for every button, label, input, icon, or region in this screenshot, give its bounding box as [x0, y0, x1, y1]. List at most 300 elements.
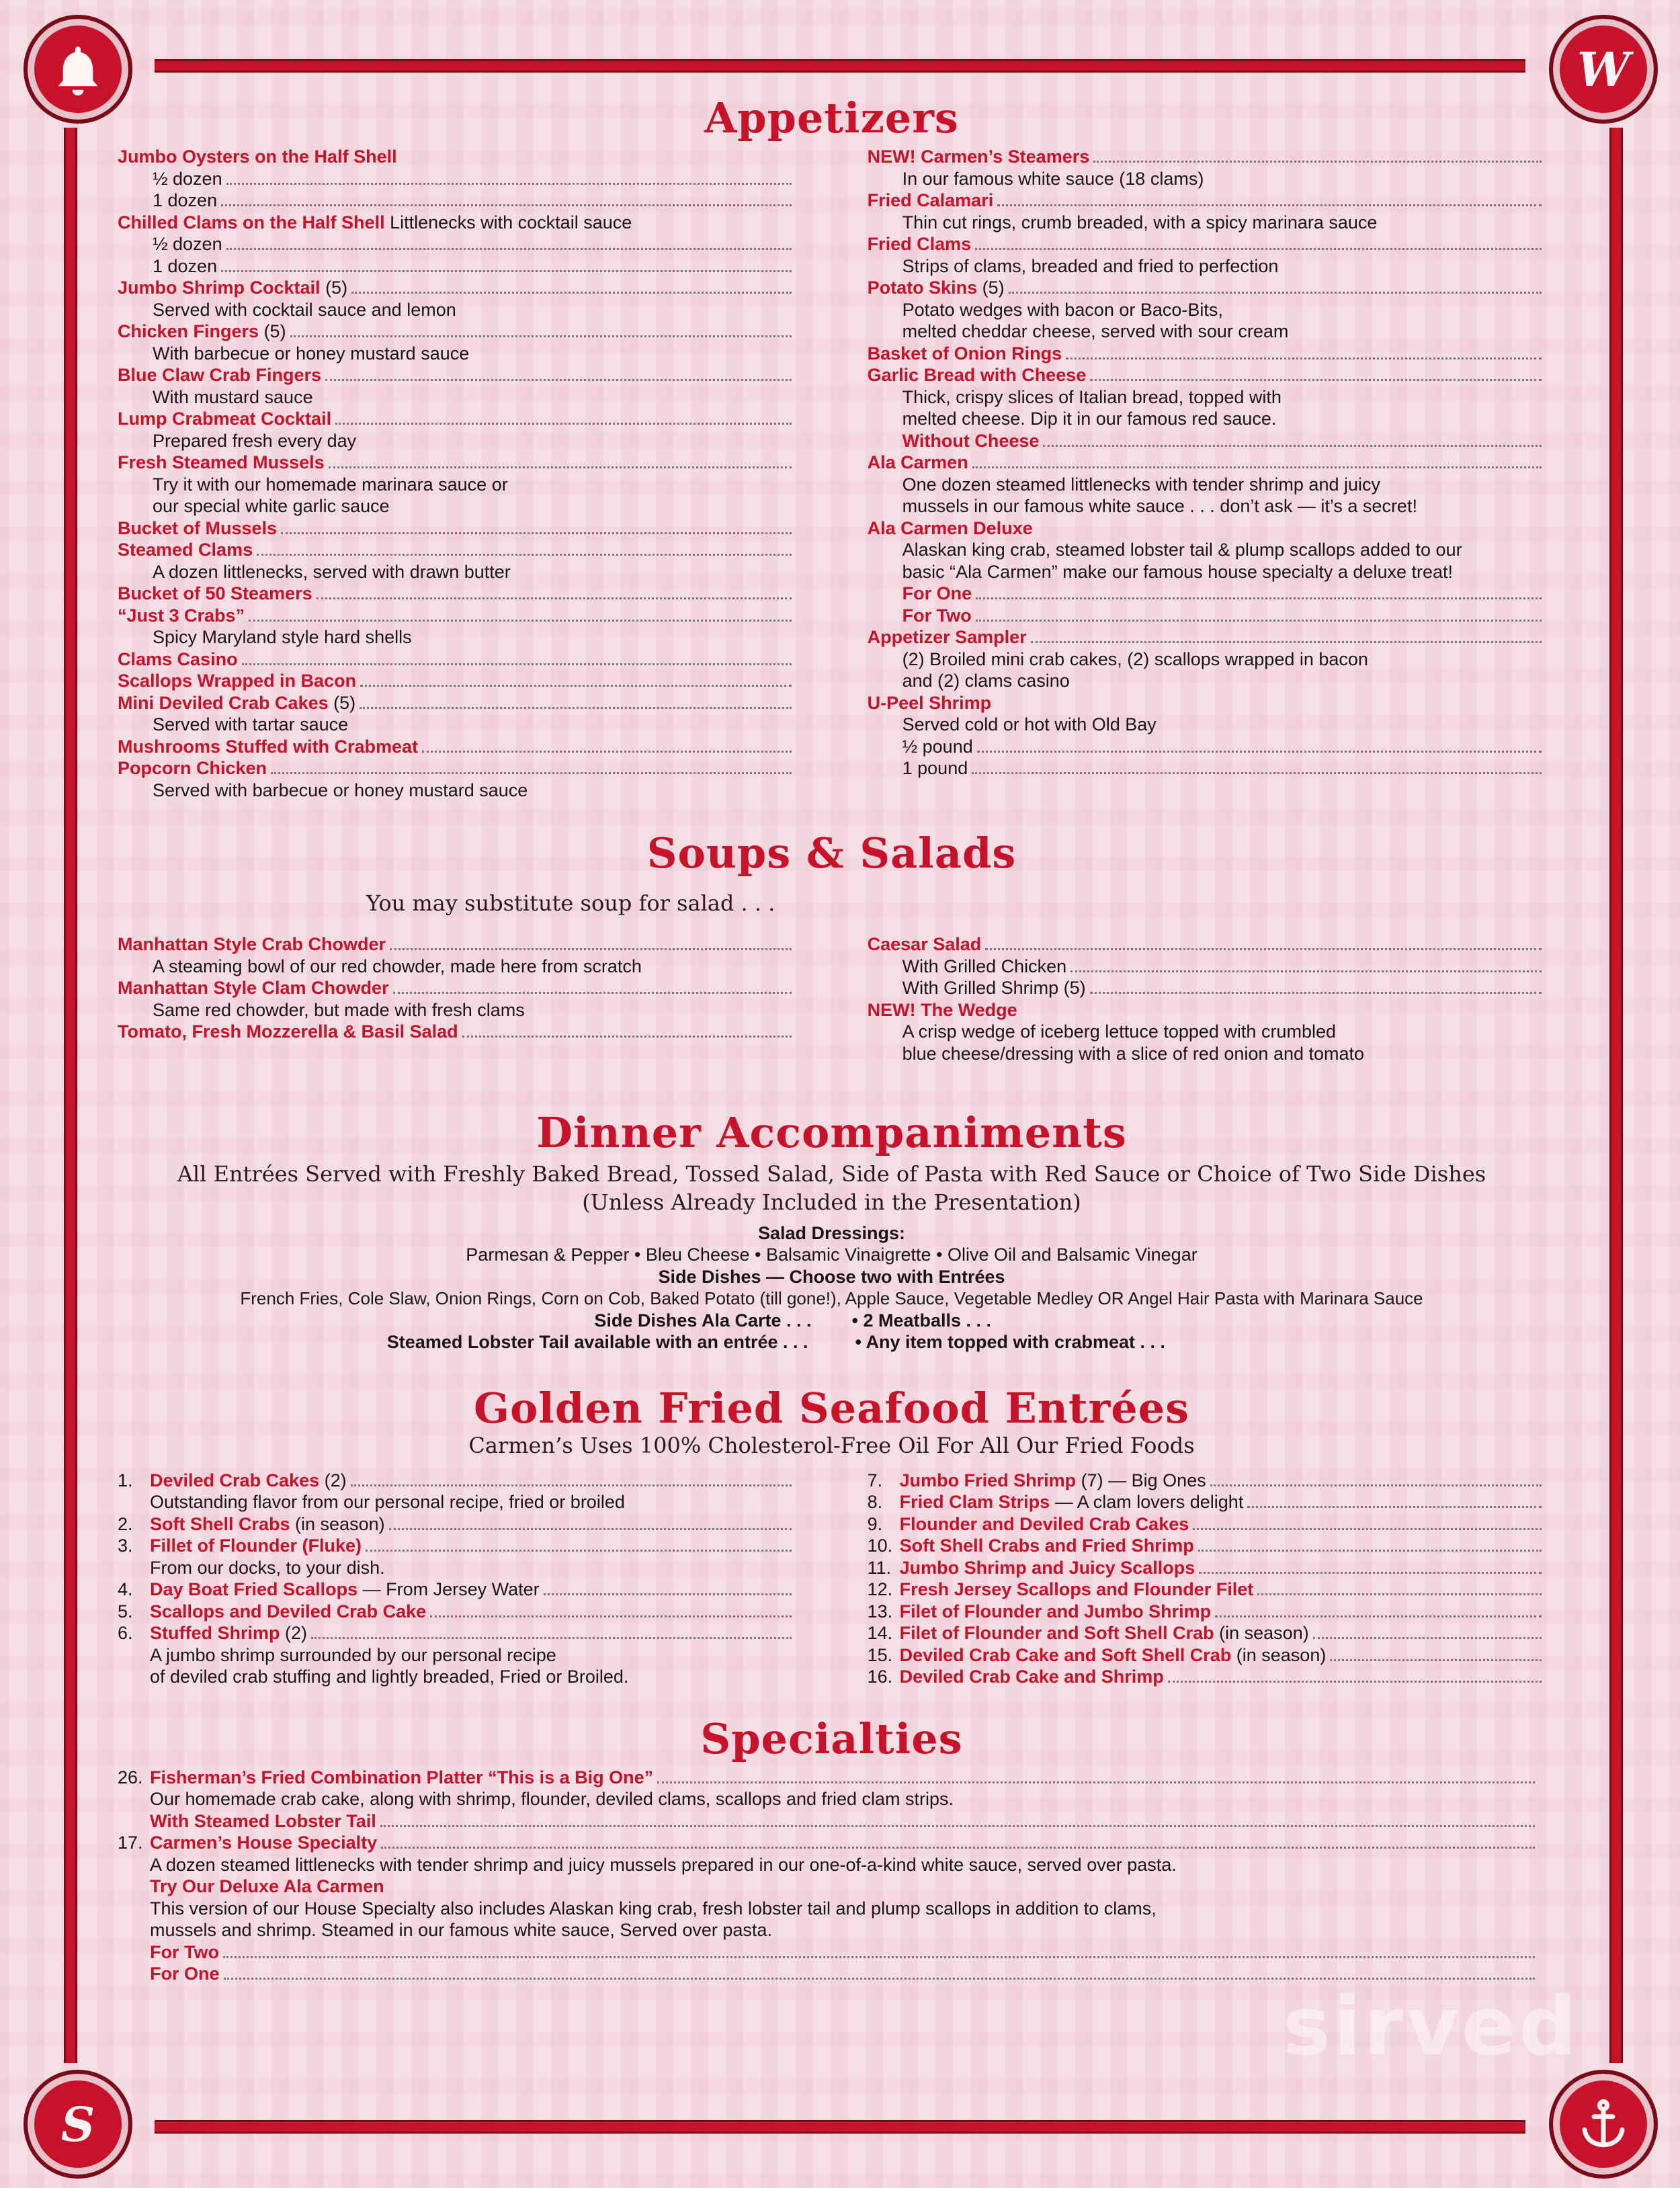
dressings-list: Parmesan & Pepper • Bleu Cheese • Balsamic Vinaigrette • Olive Oil and Balsamic Vinegar [466, 1245, 1198, 1265]
dot-leader [972, 772, 1542, 774]
item-name: U-Peel Shrimp [867, 692, 992, 713]
menu-item [868, 1666, 1546, 1688]
item-text: Served with tartar sauce [153, 714, 349, 735]
watermark-text: sirved [1282, 1980, 1579, 2074]
item-text: Served cold or hot with Old Bay [902, 714, 1157, 735]
item-name: Deviled Crab Cake and Soft Shell Crab [899, 1644, 1232, 1665]
item-description [118, 386, 796, 409]
menu-item [118, 1941, 1539, 1964]
menu-item [118, 1832, 1539, 1854]
dressings-heading: Salad Dressings: [757, 1222, 906, 1243]
item-description [868, 670, 1546, 692]
item-name: Mushrooms Stuffed with Crabmeat [118, 736, 419, 757]
appetizers-columns [118, 146, 1546, 801]
accompaniments-line2: (Unless Already Included in the Presentation) [582, 1189, 1081, 1216]
appetizers-left-column [118, 146, 796, 801]
dot-leader [351, 292, 792, 294]
anchor-icon [1549, 2070, 1658, 2179]
item-name: For Two [150, 1941, 219, 1962]
item-name: Flounder and Deviled Crab Cakes [899, 1513, 1189, 1534]
menu-item [868, 626, 1546, 648]
menu-item [868, 343, 1546, 365]
item-name: For One [902, 583, 972, 604]
item-name: Chilled Clams on the Half Shell [118, 212, 385, 233]
menu-item [118, 1601, 796, 1623]
item-note: (in season) [290, 1513, 385, 1534]
item-name: Caesar Salad [867, 934, 982, 955]
appetizers-right-column [868, 146, 1546, 801]
item-text: Served with cocktail sauce and lemon [153, 299, 456, 320]
menu-item [118, 452, 796, 474]
item-number: 7. [867, 1470, 883, 1490]
item-note: (5) [320, 278, 348, 298]
item-description [868, 977, 1546, 999]
menu-item [118, 1513, 796, 1535]
item-description [868, 956, 1546, 978]
item-description [868, 736, 1546, 758]
menu-item [868, 1601, 1546, 1623]
dot-leader [224, 1978, 1535, 1980]
item-number: 12. [867, 1579, 893, 1600]
item-text: of deviled crab stuffing and lightly breaded, Fried or Broiled. [150, 1667, 629, 1687]
item-number: 17. [118, 1833, 143, 1853]
item-name: Carmen’s House Specialty [150, 1833, 378, 1853]
bottom-border [155, 2120, 1525, 2134]
menu-item [118, 1810, 1539, 1833]
item-note: — A clam lovers delight [1050, 1492, 1244, 1513]
item-name: Without Cheese [902, 430, 1040, 451]
menu-item [868, 430, 1546, 452]
menu-item [868, 583, 1546, 605]
ala-carte-label: Side Dishes Ala Carte . . . [594, 1310, 812, 1331]
item-text: A dozen steamed littlenecks with tender shrimp and juicy mussels prepared in our one-of-a-kind white sauce, served over pasta. [150, 1854, 1177, 1875]
menu-item [868, 999, 1546, 1021]
item-name: Basket of Onion Rings [867, 343, 1062, 364]
item-name: Bucket of Mussels [118, 517, 278, 538]
item-name: Manhattan Style Clam Chowder [118, 978, 389, 999]
item-name: Chicken Fingers [118, 321, 259, 342]
menu-item [868, 233, 1546, 255]
menu-item [118, 605, 796, 627]
item-text: Alaskan king crab, steamed lobster tail & plump scallops added to our [902, 540, 1462, 560]
item-name: Deviled Crab Cake and Shrimp [899, 1667, 1164, 1687]
menu-item [118, 1021, 796, 1043]
dot-leader [249, 620, 792, 622]
dot-leader [325, 379, 792, 381]
item-text: A crisp wedge of iceberg lettuce topped with crumbled [902, 1021, 1336, 1042]
monogram-w-emblem [1549, 15, 1658, 124]
item-text: basic “Ala Carmen” make our famous house specialty a deluxe treat! [902, 561, 1454, 582]
lobster-row [118, 1331, 1546, 1353]
menu-item [118, 146, 796, 168]
item-name: Potato Skins [867, 278, 978, 298]
item-name: Filet of Flounder and Jumbo Shrimp [899, 1601, 1212, 1622]
fried-left-column [118, 1470, 796, 1688]
dot-leader [1043, 445, 1542, 447]
item-name: Ala Carmen Deluxe [867, 517, 1033, 538]
item-description [868, 255, 1546, 278]
dot-leader [1066, 357, 1542, 360]
item-note: (in season) [1214, 1623, 1309, 1644]
menu-item [868, 1535, 1546, 1557]
appetizers-title: Appetizers [704, 93, 959, 142]
item-number: 11. [867, 1557, 892, 1578]
menu-content [118, 94, 1546, 2087]
dot-leader [393, 992, 792, 994]
dot-leader [360, 707, 792, 709]
item-name: Appetizer Sampler [867, 627, 1027, 648]
dot-leader [223, 1956, 1535, 1958]
item-text: In our famous white sauce (18 clams) [902, 168, 1204, 189]
dot-leader [360, 685, 792, 687]
item-description [118, 495, 796, 517]
soups-columns [118, 933, 1546, 1064]
item-name: Soft Shell Crabs [150, 1513, 290, 1534]
item-name: Fisherman’s Fried Combination Platter “This is a Big One” [150, 1767, 654, 1787]
menu-item [118, 212, 796, 234]
item-number: 9. [867, 1513, 883, 1534]
dot-leader [389, 1528, 792, 1530]
item-text: 1 dozen [153, 190, 218, 211]
crabmeat-label: • Any item topped with crabmeat . . . [855, 1332, 1166, 1353]
menu-item [118, 1876, 1539, 1898]
item-description [118, 168, 796, 190]
item-description [118, 430, 796, 452]
item-description [868, 539, 1546, 561]
item-name: Manhattan Style Crab Chowder [118, 934, 386, 955]
item-name: For One [150, 1964, 220, 1984]
item-name: Fried Clam Strips [899, 1492, 1050, 1513]
item-name: With Steamed Lobster Tail [150, 1810, 376, 1831]
item-name: NEW! Carmen’s Steamers [867, 146, 1090, 167]
item-text: Outstanding flavor from our personal recipe, fried or broiled [150, 1492, 625, 1513]
item-number: 1. [118, 1470, 133, 1490]
item-description [868, 648, 1546, 671]
item-description [868, 474, 1546, 496]
item-name: Blue Claw Crab Fingers [118, 365, 322, 386]
item-description [118, 1644, 796, 1667]
item-text: Thin cut rings, crumb breaded, with a spicy marinara sauce [902, 212, 1378, 233]
soups-subtitle: You may substitute soup for salad . . . [366, 890, 775, 916]
item-description [118, 1919, 1539, 1941]
menu-item [118, 1963, 1539, 1985]
item-number: 26. [118, 1767, 143, 1787]
item-description [118, 1557, 796, 1579]
dot-leader [1009, 292, 1542, 294]
lobster-label: Steamed Lobster Tail available with an entrée . . . [386, 1332, 808, 1353]
soups-right-column [868, 933, 1546, 1064]
item-name: For Two [902, 605, 972, 626]
item-text: Try it with our homemade marinara sauce or [153, 474, 508, 495]
item-text: A jumbo shrimp surrounded by our personal recipe [150, 1644, 556, 1665]
dot-leader [317, 597, 792, 599]
sides-list: French Fries, Cole Slaw, Onion Rings, Corn on Cob, Baked Potato (till gone!), Apple Sauce, Vegetable Medley OR Angel Hair Pasta with Marinara Sauce [240, 1288, 1423, 1309]
dot-leader [290, 335, 792, 337]
dot-leader [257, 554, 792, 556]
item-name: Ala Carmen [867, 452, 968, 473]
dot-leader [1193, 1528, 1542, 1530]
dot-leader [226, 183, 792, 185]
item-name: Clams Casino [118, 648, 238, 669]
dot-leader [997, 204, 1542, 206]
dot-leader [975, 248, 1542, 250]
menu-item [868, 933, 1546, 956]
dot-leader [1330, 1659, 1542, 1661]
item-description [118, 1854, 1539, 1876]
dot-leader [226, 248, 792, 250]
monogram-s-emblem [24, 2070, 132, 2179]
menu-item [868, 1491, 1546, 1513]
menu-item [868, 1557, 1546, 1579]
item-text: ½ dozen [153, 234, 222, 255]
dot-leader [544, 1593, 792, 1595]
item-description [868, 1043, 1546, 1065]
dot-leader [242, 663, 792, 665]
menu-item [118, 736, 796, 758]
item-name: Stuffed Shrimp [150, 1623, 280, 1644]
item-name: Bucket of 50 Steamers [118, 583, 312, 604]
item-text: melted cheese. Dip it in our famous red sauce. [902, 409, 1277, 429]
item-description [868, 386, 1546, 409]
item-description [118, 956, 796, 978]
item-name: Popcorn Chicken [118, 758, 267, 779]
item-description [118, 1666, 796, 1688]
fried-subtitle: Carmen’s Uses 100% Cholesterol-Free Oil For All Our Fried Foods [468, 1432, 1195, 1458]
dot-leader [1247, 1506, 1542, 1508]
item-name: Day Boat Fried Scallops [150, 1579, 358, 1600]
dot-leader [390, 948, 792, 950]
item-text: mussels in our famous white sauce . . . don’t ask — it’s a secret! [902, 496, 1417, 517]
item-text: (2) Broiled mini crab cakes, (2) scallops wrapped in bacon [902, 648, 1368, 669]
menu-item [868, 517, 1546, 540]
item-description [118, 714, 796, 736]
item-description [118, 299, 796, 321]
menu-item [868, 277, 1546, 299]
menu-item [118, 517, 796, 540]
item-description [868, 757, 1546, 780]
menu-item [118, 277, 796, 299]
menu-item [118, 1470, 796, 1492]
item-text: From our docks, to your dish. [150, 1557, 385, 1578]
item-description [868, 1021, 1546, 1043]
dot-leader [1199, 1572, 1542, 1574]
item-text: One dozen steamed littlenecks with tender shrimp and juicy [902, 474, 1380, 495]
item-description [868, 495, 1546, 517]
menu-item [118, 321, 796, 343]
ala-carte-row [118, 1310, 1546, 1332]
dot-leader [221, 270, 792, 272]
item-text: mussels and shrimp. Steamed in our famous white sauce, Served over pasta. [150, 1920, 772, 1941]
menu-item [118, 1767, 1539, 1789]
item-text: With mustard sauce [153, 386, 313, 407]
item-text: blue cheese/dressing with a slice of red onion and tomato [902, 1043, 1365, 1064]
menu-item [868, 1622, 1546, 1644]
item-number: 10. [867, 1535, 893, 1556]
item-text: 1 dozen [153, 255, 218, 276]
item-number: 8. [867, 1492, 883, 1513]
item-text: Prepared fresh every day [153, 430, 357, 451]
menu-item [118, 933, 796, 956]
item-text: ½ pound [902, 736, 973, 757]
menu-item [118, 1622, 796, 1644]
item-text: This version of our House Specialty also includes Alaskan king crab, fresh lobster tail and plump scallops in addition to clams, [150, 1898, 1157, 1919]
item-name: Jumbo Shrimp and Juicy Scallops [899, 1557, 1195, 1578]
top-border [155, 59, 1525, 73]
item-description [868, 299, 1546, 321]
item-name: “Just 3 Crabs” [118, 605, 245, 626]
item-description [118, 780, 796, 802]
dot-leader [985, 948, 1542, 950]
dot-leader [462, 1036, 792, 1038]
menu-item [868, 1644, 1546, 1667]
meatballs-label: • 2 Meatballs . . . [851, 1310, 992, 1331]
menu-item [868, 1470, 1546, 1492]
menu-item [868, 692, 1546, 714]
dot-leader [366, 1550, 792, 1552]
menu-item [118, 539, 796, 561]
item-note: — From Jersey Water [358, 1579, 540, 1600]
item-text: A steaming bowl of our red chowder, made here from scratch [153, 956, 642, 976]
item-name: Steamed Clams [118, 540, 253, 560]
item-note: (5) [259, 321, 286, 342]
item-number: 4. [118, 1579, 133, 1600]
monogram-s: S [60, 2096, 95, 2152]
item-description [118, 1491, 796, 1513]
menu-item [868, 452, 1546, 474]
accompaniments-line1: All Entrées Served with Freshly Baked Bread, Tossed Salad, Side of Pasta with Red Sauce or Choice of Two Side Dishes [177, 1161, 1486, 1187]
dot-leader [351, 1484, 792, 1486]
menu-item [868, 364, 1546, 386]
dot-leader [1198, 1550, 1542, 1552]
fried-right-column [868, 1470, 1546, 1688]
menu-item [868, 1513, 1546, 1535]
item-name: Lump Crabmeat Cocktail [118, 409, 332, 429]
item-text: With Grilled Chicken [902, 956, 1067, 976]
item-name: Fried Clams [867, 234, 972, 255]
dot-leader [972, 466, 1542, 468]
item-name: Deviled Crab Cakes [150, 1470, 320, 1490]
item-description [118, 190, 796, 212]
dot-leader [1257, 1593, 1542, 1595]
menu-item [118, 692, 796, 714]
item-text: A dozen littlenecks, served with drawn butter [153, 561, 511, 582]
item-description [118, 999, 796, 1021]
dot-leader [311, 1637, 792, 1639]
dot-leader [380, 1825, 1535, 1827]
item-description [868, 321, 1546, 343]
item-note: (5) [977, 278, 1005, 298]
item-description [118, 255, 796, 278]
item-note: (2) [280, 1623, 307, 1644]
dot-leader [977, 751, 1542, 753]
item-name: Fillet of Flounder (Fluke) [150, 1535, 362, 1556]
item-description [118, 343, 796, 365]
fried-title: Golden Fried Seafood Entrées [474, 1383, 1189, 1433]
item-text: Same red chowder, but made with fresh clams [153, 999, 525, 1020]
item-name: Jumbo Shrimp Cocktail [118, 278, 321, 298]
monogram-w: W [1577, 41, 1630, 97]
dot-leader [657, 1781, 1535, 1783]
menu-item [868, 1579, 1546, 1601]
item-description [868, 408, 1546, 430]
item-name: Jumbo Fried Shrimp [899, 1470, 1077, 1490]
dot-leader [381, 1847, 1535, 1849]
item-number: 2. [118, 1513, 133, 1534]
bell-icon [24, 15, 132, 124]
menu-item [118, 408, 796, 430]
dot-leader [422, 751, 792, 753]
item-description [118, 1788, 1539, 1810]
dot-leader [1313, 1637, 1542, 1639]
item-name: NEW! The Wedge [867, 999, 1017, 1020]
item-text: With Grilled Shrimp (5) [902, 978, 1086, 999]
menu-item [868, 190, 1546, 212]
item-text: and (2) clams casino [902, 671, 1070, 691]
item-name: Fried Calamari [867, 190, 994, 211]
dot-leader [430, 1615, 792, 1617]
item-note: Littlenecks with cocktail sauce [384, 212, 632, 233]
item-description [118, 626, 796, 648]
menu-item [118, 670, 796, 692]
dot-leader [1168, 1681, 1542, 1683]
item-text: Potato wedges with bacon or Baco-Bits, [902, 299, 1223, 320]
dot-leader [1090, 992, 1542, 994]
dot-leader [1031, 641, 1542, 643]
dot-leader [1070, 970, 1542, 972]
menu-item [118, 757, 796, 780]
item-name: Mini Deviled Crab Cakes [118, 692, 329, 713]
item-text: melted cheddar cheese, served with sour cream [902, 321, 1289, 342]
accompaniments-title: Dinner Accompaniments [536, 1108, 1127, 1158]
item-description [868, 714, 1546, 736]
item-name: Fresh Steamed Mussels [118, 452, 325, 473]
item-name: Scallops and Deviled Crab Cake [150, 1601, 427, 1622]
item-name: Soft Shell Crabs and Fried Shrimp [899, 1535, 1194, 1556]
item-note: (7) — Big Ones [1076, 1470, 1206, 1490]
dot-leader [221, 204, 792, 206]
item-name: Scallops Wrapped in Bacon [118, 671, 357, 691]
item-description [868, 212, 1546, 234]
specialties-list [118, 1767, 1546, 1985]
item-note: (5) [328, 692, 356, 713]
item-name: Tomato, Fresh Mozzerella & Basil Salad [118, 1021, 458, 1042]
specialties-title: Specialties [700, 1714, 963, 1763]
item-note: (2) [319, 1470, 347, 1490]
left-border [64, 128, 77, 2063]
fried-columns [118, 1470, 1546, 1688]
item-text: 1 pound [902, 758, 968, 779]
soups-title: Soups & Salads [646, 829, 1017, 878]
menu-item [118, 977, 796, 999]
menu-item [868, 605, 1546, 627]
dot-leader [1090, 379, 1542, 381]
item-description [868, 168, 1546, 190]
item-name: Jumbo Oysters on the Half Shell [118, 146, 397, 167]
item-text: Strips of clams, breaded and fried to perfection [902, 255, 1279, 276]
item-description [118, 1898, 1539, 1920]
menu-item [118, 1579, 796, 1601]
item-number: 6. [118, 1623, 133, 1644]
item-number: 14. [867, 1623, 893, 1644]
item-description [118, 474, 796, 496]
item-name: Garlic Bread with Cheese [867, 365, 1087, 386]
item-note: (in season) [1231, 1644, 1327, 1665]
item-text: With barbecue or honey mustard sauce [153, 343, 470, 364]
item-text: Spicy Maryland style hard shells [153, 627, 412, 648]
dot-leader [335, 423, 792, 425]
item-text: our special white garlic sauce [153, 496, 390, 517]
menu-item [118, 1535, 796, 1557]
